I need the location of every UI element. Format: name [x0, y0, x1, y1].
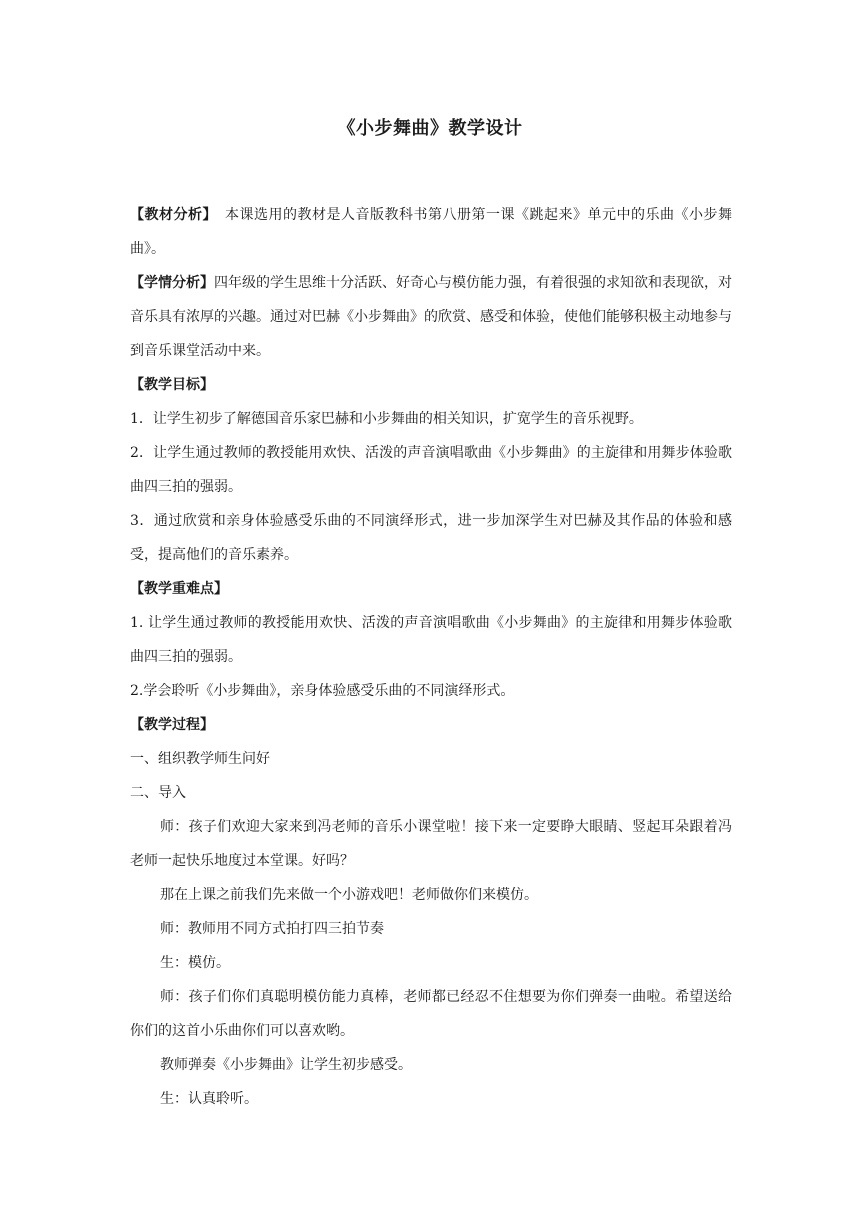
process-line: 生：认真聆听。 [160, 1091, 258, 1107]
objective-item: 1．让学生初步了解德国音乐家巴赫和小步舞曲的相关知识，扩宽学生的音乐视野。 [130, 411, 643, 427]
objectives-heading: 【教学目标】 [130, 377, 214, 393]
textbook-analysis-text: 本课选用的教材是人音版教科书第八册第一课《跳起来》单元中的乐曲《小步舞曲》。 [130, 207, 732, 257]
process-line: 师：教师用不同方式拍打四三拍节奏 [160, 921, 384, 937]
process-line: 师：孩子们欢迎大家来到冯老师的音乐小课堂啦！接下来一定要睁大眼睛、竖起耳朵跟着冯老师一起快乐地度过本堂课。好吗？ [130, 819, 732, 869]
textbook-analysis-paragraph [130, 198, 732, 266]
textbook-analysis-heading: 【教材分析】 [130, 207, 217, 223]
process-line: 生：模仿。 [160, 955, 230, 971]
process-line: 那在上课之前我们先来做一个小游戏吧！老师做你们来模仿。 [160, 887, 538, 903]
page-title: 《小步舞曲》教学设计 [337, 118, 523, 139]
objective-item: 2．让学生通过教师的教授能用欢快、活泼的声音演唱歌曲《小步舞曲》的主旋律和用舞步体验歌曲四三拍的强弱。 [130, 445, 732, 495]
key-point-item: 2.学会聆听《小步舞曲》，亲身体验感受乐曲的不同演绎形式。 [130, 683, 515, 699]
document-body [130, 198, 732, 1116]
student-analysis-text: 四年级的学生思维十分活跃、好奇心与模仿能力强，有着很强的求知欲和表现欲，对音乐具有浓厚的兴趣。通过对巴赫《小步舞曲》的欣赏、感受和体验，使他们能够积极主动地参与到音乐课堂活动中来。 [130, 275, 732, 359]
student-analysis-paragraph [130, 266, 732, 368]
process-section: 一、组织教学师生问好 [130, 751, 270, 767]
process-line: 教师弹奏《小步舞曲》让学生初步感受。 [160, 1057, 412, 1073]
objective-item: 3．通过欣赏和亲身体验感受乐曲的不同演绎形式，进一步加深学生对巴赫及其作品的体验和感受，提高他们的音乐素养。 [130, 513, 732, 563]
process-section: 二、导入 [130, 785, 186, 801]
student-analysis-heading: 【学情分析】 [130, 275, 214, 291]
key-point-item: 1. 让学生通过教师的教授能用欢快、活泼的声音演唱歌曲《小步舞曲》的主旋律和用舞步体验歌曲四三拍的强弱。 [130, 615, 732, 665]
process-heading: 【教学过程】 [130, 717, 214, 733]
key-points-heading: 【教学重难点】 [130, 581, 228, 597]
process-line: 师：孩子们你们真聪明模仿能力真棒，老师都已经忍不住想要为你们弹奏一曲啦。希望送给你们的这首小乐曲你们可以喜欢哟。 [130, 989, 732, 1039]
